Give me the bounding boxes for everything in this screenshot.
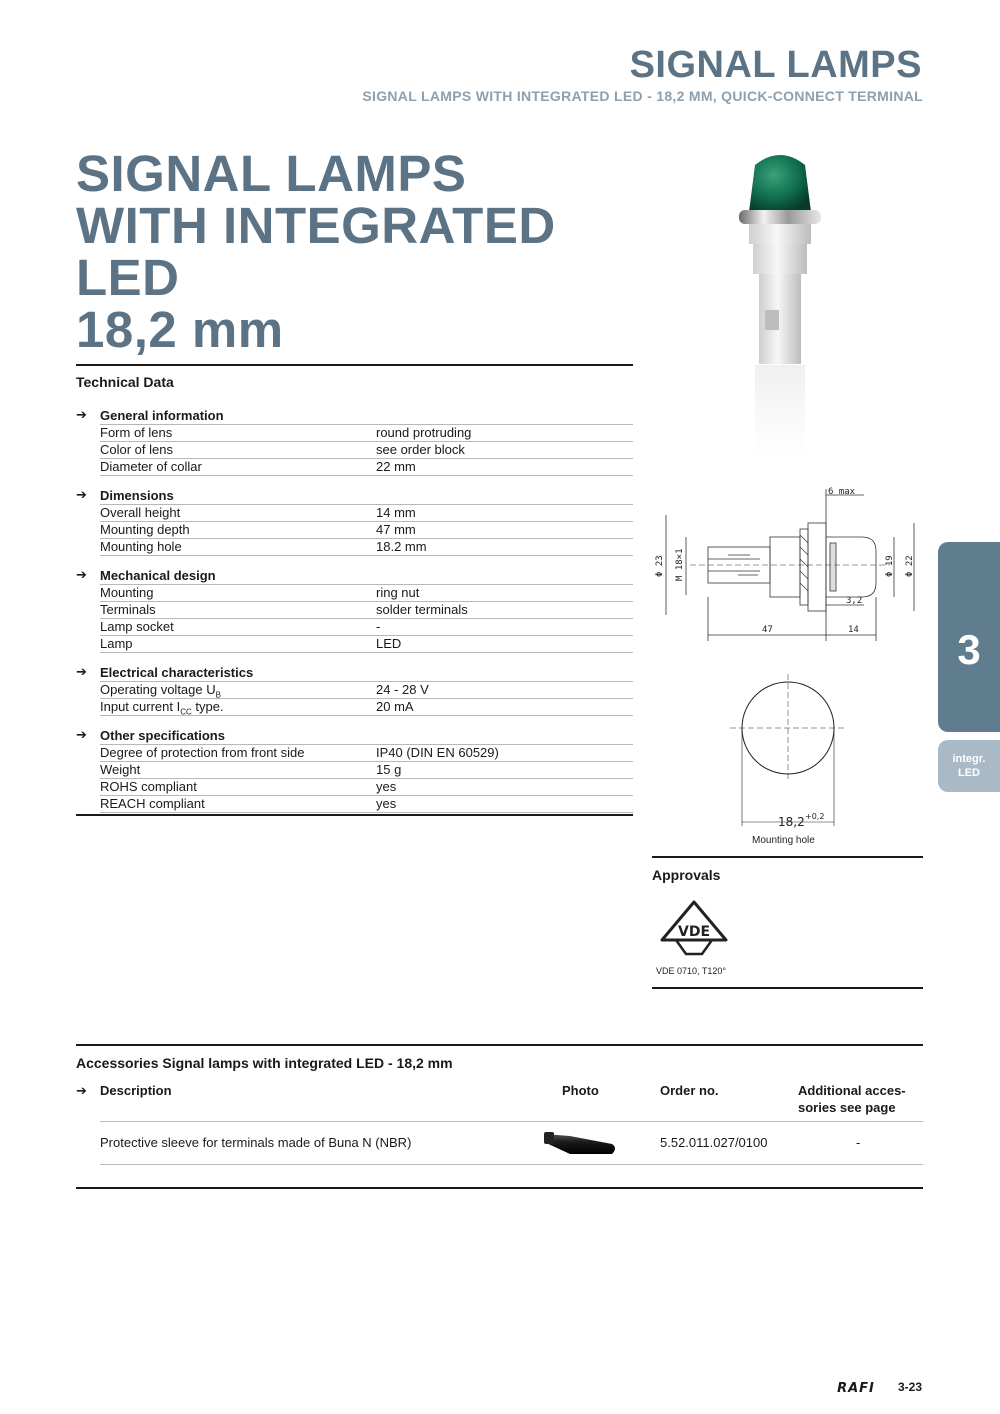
section-subtitle: SIGNAL LAMPS WITH INTEGRATED LED - 18,2 MM, QUICK-CONNECT TERMINAL <box>362 88 923 104</box>
accessories-heading: Accessories Signal lamps with integrated LED - 18,2 mm <box>76 1055 453 1071</box>
spec-value: 18.2 mm <box>376 539 427 554</box>
subchapter-tab <box>938 740 1000 792</box>
spec-value: LED <box>376 636 402 651</box>
subchapter-label-2: LED <box>958 767 980 779</box>
spec-row <box>100 602 633 619</box>
spec-key: Mounting depth <box>100 522 190 537</box>
dim-hole-tolerance: +0,2 <box>805 812 825 821</box>
spec-key: Mounting <box>100 585 154 600</box>
protective-sleeve-photo <box>542 1124 618 1162</box>
spec-row <box>100 762 633 779</box>
spec-group-title: Electrical characteristics <box>100 664 254 680</box>
page-title <box>76 145 556 358</box>
arrow-icon: ➔ <box>76 664 87 679</box>
spec-row <box>100 459 633 476</box>
spec-value: yes <box>376 796 397 811</box>
spec-group-general <box>76 406 633 476</box>
col-order-no: Order no. <box>660 1083 719 1098</box>
spec-value: - <box>376 619 381 634</box>
spec-group-other <box>76 726 633 813</box>
spec-row <box>100 442 633 459</box>
rafi-logo-text: RAFI <box>837 1381 875 1394</box>
approvals-top-divider <box>652 856 923 858</box>
dim-three-two: 3,2 <box>846 596 863 606</box>
dim-fourteen: 14 <box>848 625 859 635</box>
spec-key: REACH compliant <box>100 796 205 811</box>
col-description: Description <box>100 1083 172 1098</box>
approvals-bottom-divider <box>652 987 923 989</box>
arrow-icon: ➔ <box>76 727 87 742</box>
spec-row <box>100 539 633 556</box>
spec-value: round protruding <box>376 425 472 440</box>
spec-row <box>100 699 633 716</box>
signal-lamp-photo <box>715 140 845 470</box>
spec-value: see order block <box>376 442 465 457</box>
dim-six-max: 6 max <box>828 487 856 497</box>
spec-key: ROHS compliant <box>100 779 197 794</box>
title-line-3: LED <box>76 249 180 306</box>
spec-group-mechanical <box>76 566 633 653</box>
vde-mark-icon <box>656 896 732 958</box>
title-line-4: 18,2 mm <box>76 301 284 358</box>
spec-value: 15 g <box>376 762 402 777</box>
spec-value: solder terminals <box>376 602 468 617</box>
technical-data-table <box>76 406 633 823</box>
spec-value: yes <box>376 779 397 794</box>
spec-key: Weight <box>100 762 141 777</box>
spec-value: 24 - 28 V <box>376 682 429 697</box>
specs-bottom-divider <box>76 814 633 816</box>
dim-hole: 18,2 <box>778 815 805 829</box>
spec-row <box>100 636 633 653</box>
arrow-icon: ➔ <box>76 407 87 422</box>
spec-key: Color of lens <box>100 442 173 457</box>
accessories-bottom-divider <box>76 1187 923 1189</box>
accessories-row-divider <box>100 1164 923 1165</box>
col-additional: Additional acces- sories see page <box>798 1083 906 1115</box>
rafi-logo <box>822 1380 890 1394</box>
technical-data-heading: Technical Data <box>76 374 174 390</box>
spec-row <box>100 682 633 699</box>
spec-key: Lamp <box>100 636 133 651</box>
spec-key: Degree of protection from front side <box>100 745 305 760</box>
spec-group-dimensions <box>76 486 633 556</box>
arrow-icon: ➔ <box>76 1083 87 1098</box>
spec-group-title: Dimensions <box>100 487 174 503</box>
dim-d19: Φ 19 <box>885 555 895 577</box>
vde-mark-letters: VDE <box>677 924 711 940</box>
arrow-icon: ➔ <box>76 567 87 582</box>
accessories-top-divider <box>76 1044 923 1046</box>
chapter-number: 3 <box>957 626 981 673</box>
spec-row <box>100 522 633 539</box>
approvals-heading: Approvals <box>652 867 721 883</box>
page-number: 3-23 <box>898 1380 923 1394</box>
spec-key: Terminals <box>100 602 156 617</box>
subchapter-label-1: integr. <box>952 753 986 765</box>
spec-group-title: Mechanical design <box>100 567 216 583</box>
chapter-tab <box>938 542 1000 732</box>
title-divider <box>76 364 633 366</box>
spec-value: IP40 (DIN EN 60529) <box>376 745 499 760</box>
spec-value: 22 mm <box>376 459 416 474</box>
spec-key: Diameter of collar <box>100 459 202 474</box>
dim-forty-seven: 47 <box>762 625 773 635</box>
accessory-additional: - <box>856 1135 861 1150</box>
dimension-drawing <box>650 485 925 650</box>
spec-group-title: General information <box>100 407 224 423</box>
spec-row <box>100 796 633 813</box>
vde-caption: VDE 0710, T120° <box>656 966 726 976</box>
spec-row <box>100 505 633 522</box>
col-photo: Photo <box>562 1083 599 1098</box>
title-line-2: WITH INTEGRATED <box>76 197 556 254</box>
spec-group-title: Other specifications <box>100 727 225 743</box>
dim-d22: Φ 22 <box>905 555 915 577</box>
spec-value: ring nut <box>376 585 420 600</box>
spec-key: Overall height <box>100 505 181 520</box>
spec-row <box>100 779 633 796</box>
arrow-icon: ➔ <box>76 487 87 502</box>
spec-key: Operating voltage $U_B$ <box>100 682 221 700</box>
section-title: SIGNAL LAMPS <box>629 44 922 86</box>
spec-row <box>100 745 633 762</box>
spec-value: 47 mm <box>376 522 416 537</box>
spec-group-electrical <box>76 663 633 716</box>
mounting-hole-caption: Mounting hole <box>752 835 815 846</box>
spec-value: 14 mm <box>376 505 416 520</box>
title-line-1: SIGNAL LAMPS <box>76 145 467 202</box>
spec-key: Form of lens <box>100 425 173 440</box>
spec-key: Input current $I_{CC}$ type. <box>100 699 224 717</box>
dim-m18: M 18×1 <box>675 548 685 581</box>
spec-row <box>100 619 633 636</box>
spec-key: Lamp socket <box>100 619 174 634</box>
accessory-description: Protective sleeve for terminals made of Buna N (NBR) <box>100 1135 412 1150</box>
accessory-order-no: 5.52.011.027/0100 <box>660 1135 768 1150</box>
spec-value: 20 mA <box>376 699 414 714</box>
accessories-header-divider <box>100 1121 923 1122</box>
spec-row <box>100 425 633 442</box>
spec-row <box>100 585 633 602</box>
spec-key: Mounting hole <box>100 539 182 554</box>
dim-d23: Φ 23 <box>655 555 665 577</box>
mounting-hole-drawing <box>700 670 875 835</box>
